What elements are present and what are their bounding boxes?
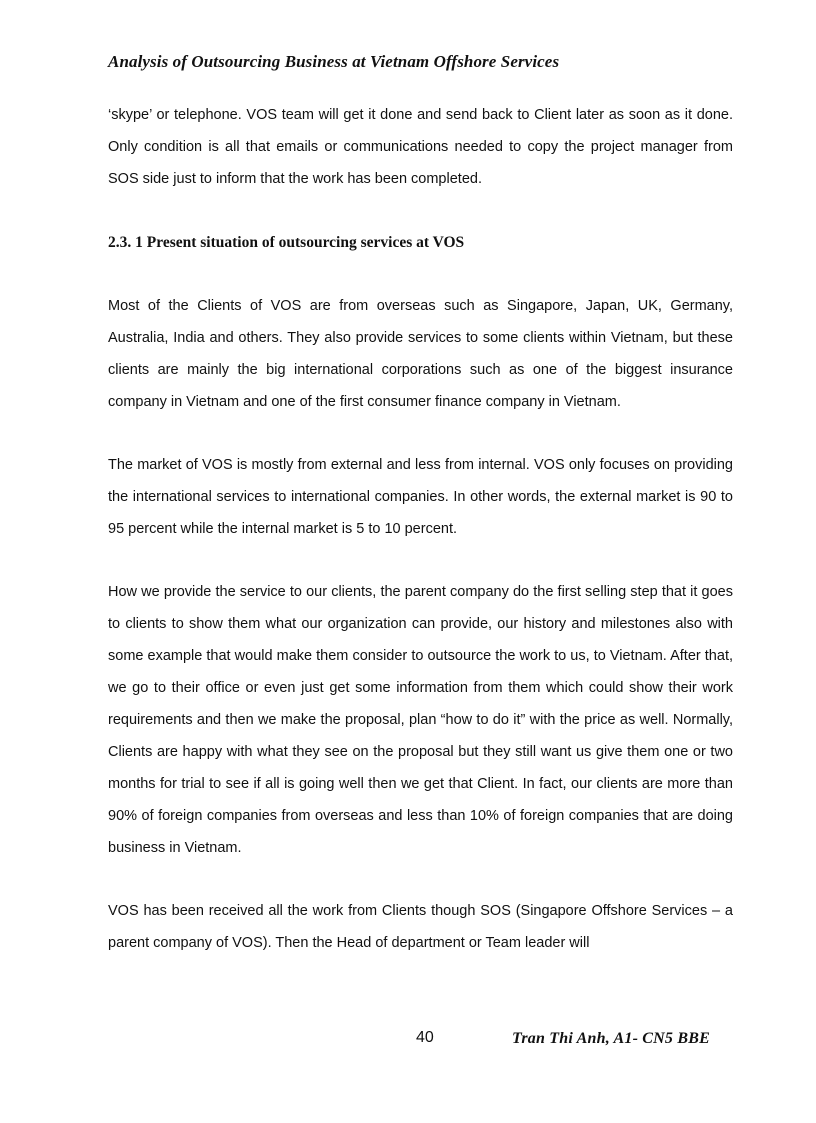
page-number: 40 xyxy=(416,1029,434,1046)
paragraph-service-process: How we provide the service to our clients, the parent company do the first selling step that it goes to clients to show them what our organization can provide, our history and milestones also with some example that would make them consider to outsource the work to us, to Vietnam. After that, we go to their office or even just get some information from them which could show their work requirements and then we make the proposal, plan “how to do it” with the price as well. Normally, Clients are happy with what they see on the proposal but they still want us give them one or two months for trial to see if all is going well then we get that Client. In fact, our clients are more than 90% of foreign companies from overseas and less than 10% of foreign companies that are doing business in Vietnam. xyxy=(108,584,733,856)
page-body xyxy=(108,99,733,959)
running-header: Analysis of Outsourcing Business at Vietnam Offshore Services xyxy=(108,52,560,71)
paragraph-clients: Most of the Clients of VOS are from overseas such as Singapore, Japan, UK, Germany, Australia, India and others. They also provide services to some clients within Vietnam, but these clients are mainly the big international corporations such as one of the biggest insurance company in Vietnam and one of the first consumer finance company in Vietnam. xyxy=(108,298,733,410)
paragraph-workflow: VOS has been received all the work from Clients though SOS (Singapore Offshore Services – a parent company of VOS). Then the Head of department or Team leader will xyxy=(108,903,733,951)
section-heading: 2.3. 1 Present situation of outsourcing services at VOS xyxy=(108,234,465,251)
footer-author: Tran Thi Anh, A1- CN5 BBE xyxy=(512,1030,710,1047)
paragraph-continuation: ‘skype’ or telephone. VOS team will get it done and send back to Client later as soon as it done. Only condition is all that emails or communications needed to copy the project manager from SOS side just to inform that the work has been completed. xyxy=(108,107,733,187)
paragraph-market: The market of VOS is mostly from external and less from internal. VOS only focuses on providing the international services to international companies. In other words, the external market is 90 to 95 percent while the internal market is 5 to 10 percent. xyxy=(108,457,733,537)
